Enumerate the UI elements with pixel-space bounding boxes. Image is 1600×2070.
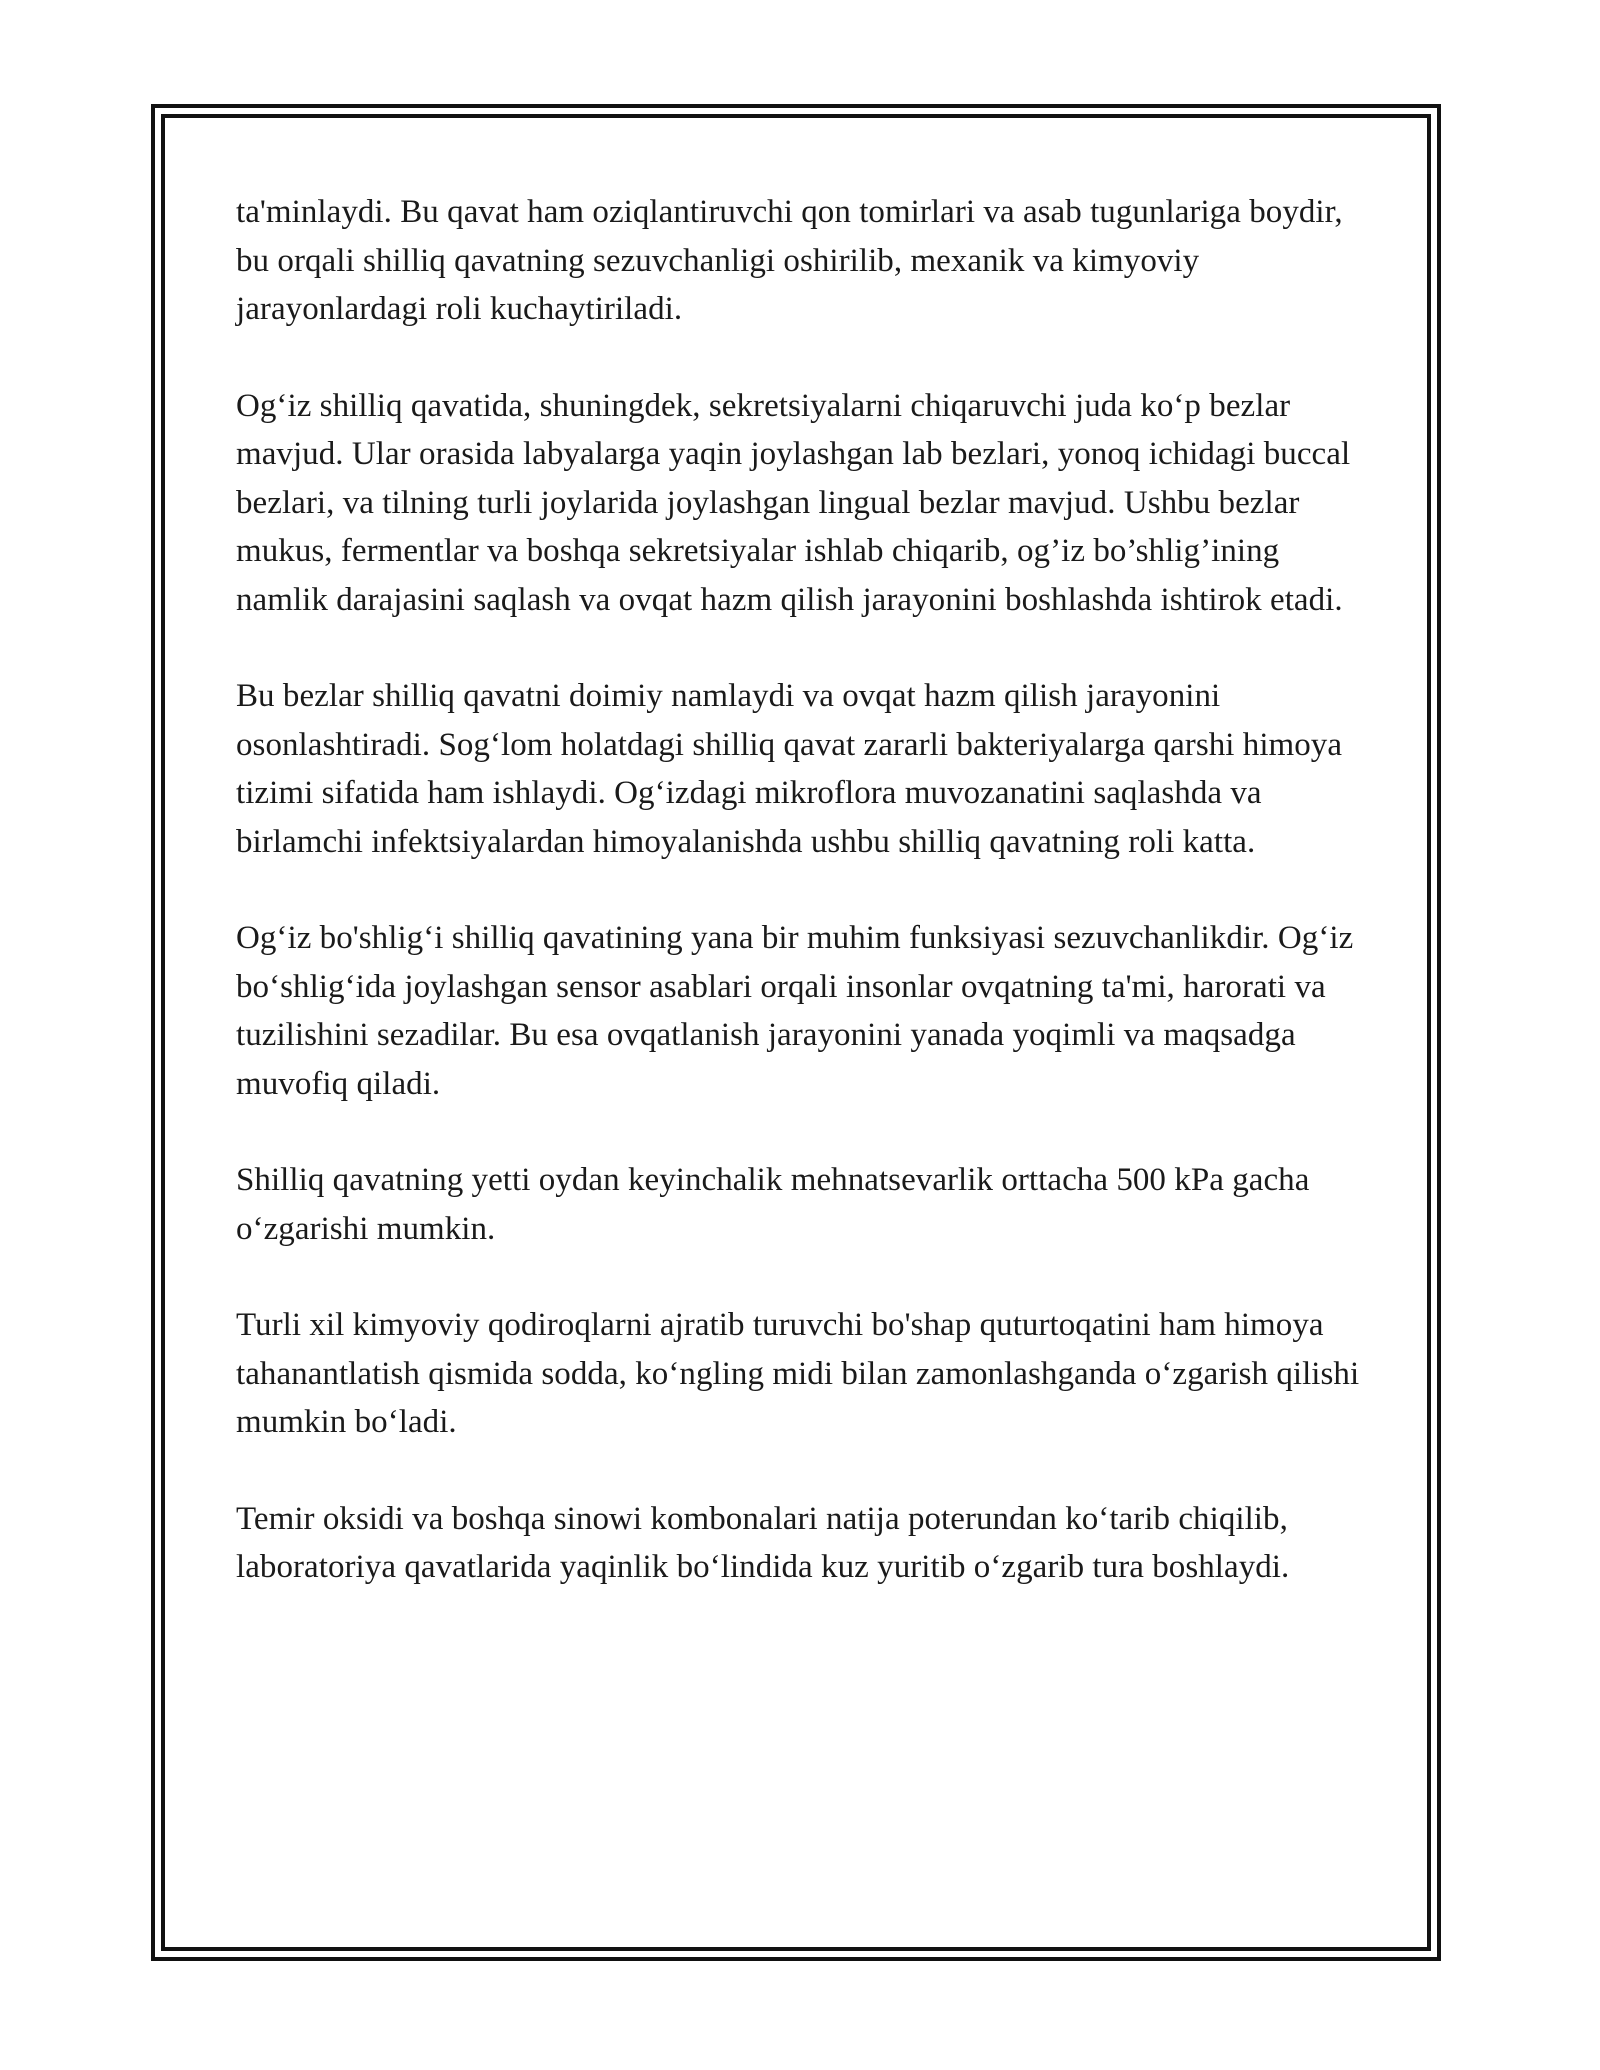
paragraph: Temir oksidi va boshqa sinowi kombonalari natija poterundan ko‘tarib chiqilib, laboratoriya qavatlarida yaqinlik bo‘lindida kuz yuritib o‘zgarib tura boshlaydi. bbox=[236, 1500, 1290, 1585]
paragraph: Og‘iz shilliq qavatida, shuningdek, sekretsiyalarni chiqaruvchi juda ko‘p bezlar mavjud. Ular orasida labyalarga yaqin joylashgan lab bezlari, yonoq ichidagi buccal bezlari, va tilning turli joylarida joylashgan lingual bezlar mavjud. Ushbu bezlar mukus, fermentlar va boshqa sekretsiyalar ishlab chiqarib, og’iz bo’shlig’ining namlik darajasini saqlash va ovqat hazm qilish jarayonini boshlashda ishtirok etadi. bbox=[236, 387, 1351, 618]
paragraph: Shilliq qavatning yetti oydan keyinchalik mehnatsevarlik orttacha 500 kPa gacha o‘zgarishi mumkin. bbox=[236, 1162, 1310, 1247]
document-body bbox=[236, 188, 1366, 1640]
paragraph: Bu bezlar shilliq qavatni doimiy namlaydi va ovqat hazm qilish jarayonini osonlashtiradi. Sog‘lom holatdagi shilliq qavat zararli bakteriyalarga qarshi himoya tizimi sifatida ham ishlaydi. Og‘izdagi mikroflora muvozanatini saqlashda va birlamchi infektsiyalardan himoyalanishda ushbu shilliq qavatning roli katta. bbox=[236, 678, 1343, 860]
paragraph: Turli xil kimyoviy qodiroqlarni ajratib turuvchi bo'shap quturtoqatini ham himoya tahanantlatish qismida sodda, ko‘ngling midi bilan zamonlashganda o‘zgarish qilishi mumkin bo‘ladi. bbox=[236, 1307, 1360, 1440]
paragraph: ta'minlaydi. Bu qavat ham oziqlantiruvchi qon tomirlari va asab tugunlariga boydir, bu orqali shilliq qavatning sezuvchanligi oshirilib, mexanik va kimyoviy jarayonlardagi roli kuchaytiriladi. bbox=[236, 194, 1343, 327]
paragraph: Og‘iz bo'shlig‘i shilliq qavatining yana bir muhim funksiyasi sezuvchanlikdir. Og‘iz bo‘shlig‘ida joylashgan sensor asablari orqali insonlar ovqatning ta'mi, harorati va tuzilishini sezadilar. Bu esa ovqatlanish jarayonini yanada yoqimli va maqsadga muvofiq qiladi. bbox=[236, 920, 1354, 1102]
